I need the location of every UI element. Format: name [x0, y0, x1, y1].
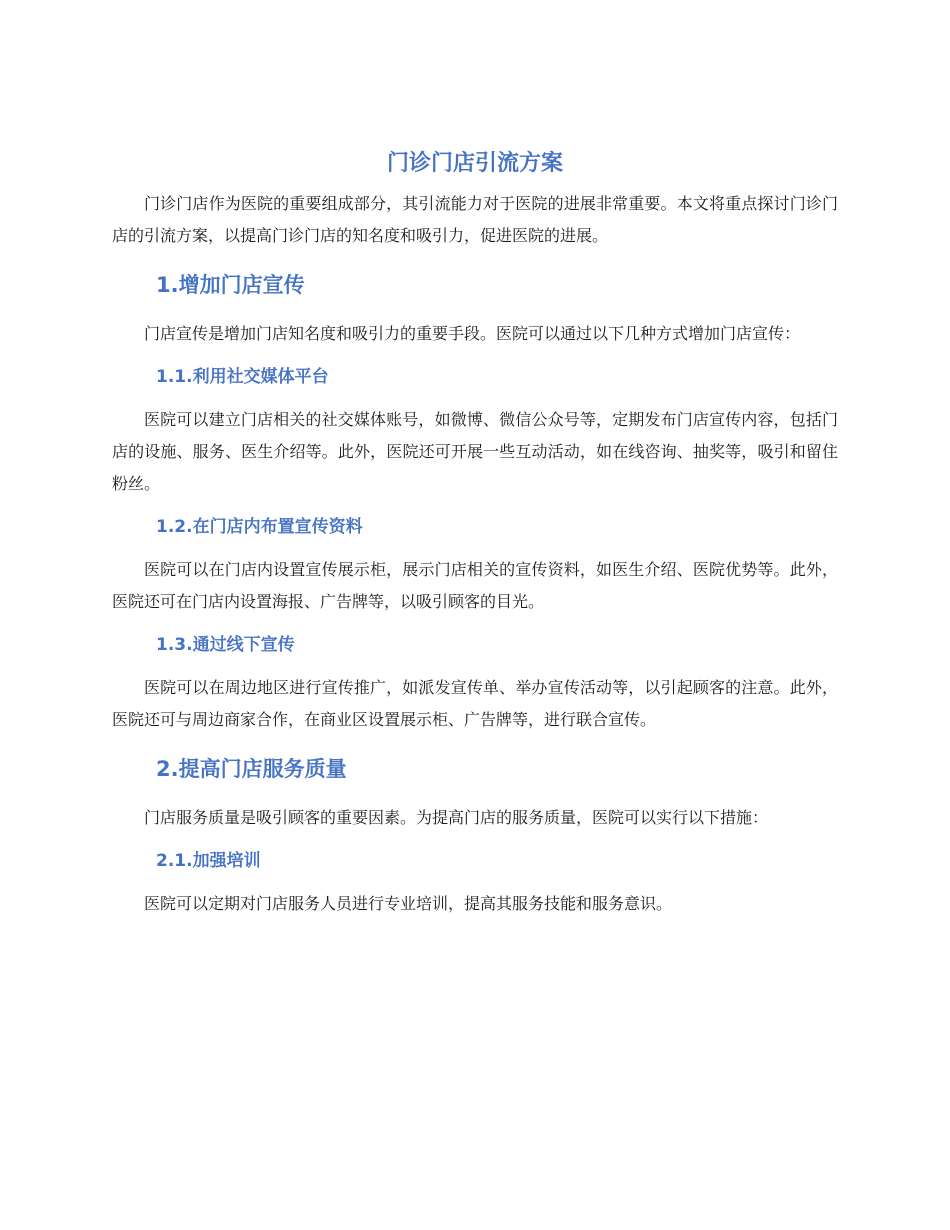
section-heading-2: 2.提高门店服务质量 — [156, 757, 347, 781]
intro-paragraph: 门诊门店作为医院的重要组成部分，其引流能力对于医院的进展非常重要。本文将重点探讨门诊门店的引流方案，以提高门诊门店的知名度和吸引力，促进医院的进展。 — [112, 194, 838, 245]
document-title: 门诊门店引流方案 — [386, 151, 563, 176]
subsection-paragraph-1-2: 医院可以在门店内设置宣传展示柜，展示门店相关的宣传资料，如医生介绍、医院优势等。此外，医院还可在门店内设置海报、广告牌等，以吸引顾客的目光。 — [112, 560, 838, 611]
subsection-heading-1-3: 1.3.通过线下宣传 — [156, 635, 295, 655]
subsection-heading-1-2: 1.2.在门店内布置宣传资料 — [156, 517, 363, 537]
subsection-heading-1-1: 1.1.利用社交媒体平台 — [156, 367, 329, 387]
subsection-paragraph-2-1: 医院可以定期对门店服务人员进行专业培训，提高其服务技能和服务意识。 — [144, 894, 673, 913]
document-body — [112, 148, 838, 920]
subsection-paragraph-1-3: 医院可以在周边地区进行宣传推广，如派发宣传单、举办宣传活动等，以引起顾客的注意。此外，医院还可与周边商家合作，在商业区设置展示柜、广告牌等，进行联合宣传。 — [112, 678, 838, 729]
section-paragraph-2: 门店服务质量是吸引顾客的重要因素。为提高门店的服务质量，医院可以实行以下措施： — [144, 808, 769, 827]
subsection-heading-2-1: 2.1.加强培训 — [156, 851, 261, 871]
section-heading-1: 1.增加门店宣传 — [156, 273, 305, 297]
section-paragraph-1: 门店宣传是增加门店知名度和吸引力的重要手段。医院可以通过以下几种方式增加门店宣传： — [144, 324, 801, 343]
subsection-paragraph-1-1: 医院可以建立门店相关的社交媒体账号，如微博、微信公众号等，定期发布门店宣传内容，包括门店的设施、服务、医生介绍等。此外，医院还可开展一些互动活动，如在线咨询、抽奖等，吸引和留住粉丝。 — [112, 410, 838, 493]
